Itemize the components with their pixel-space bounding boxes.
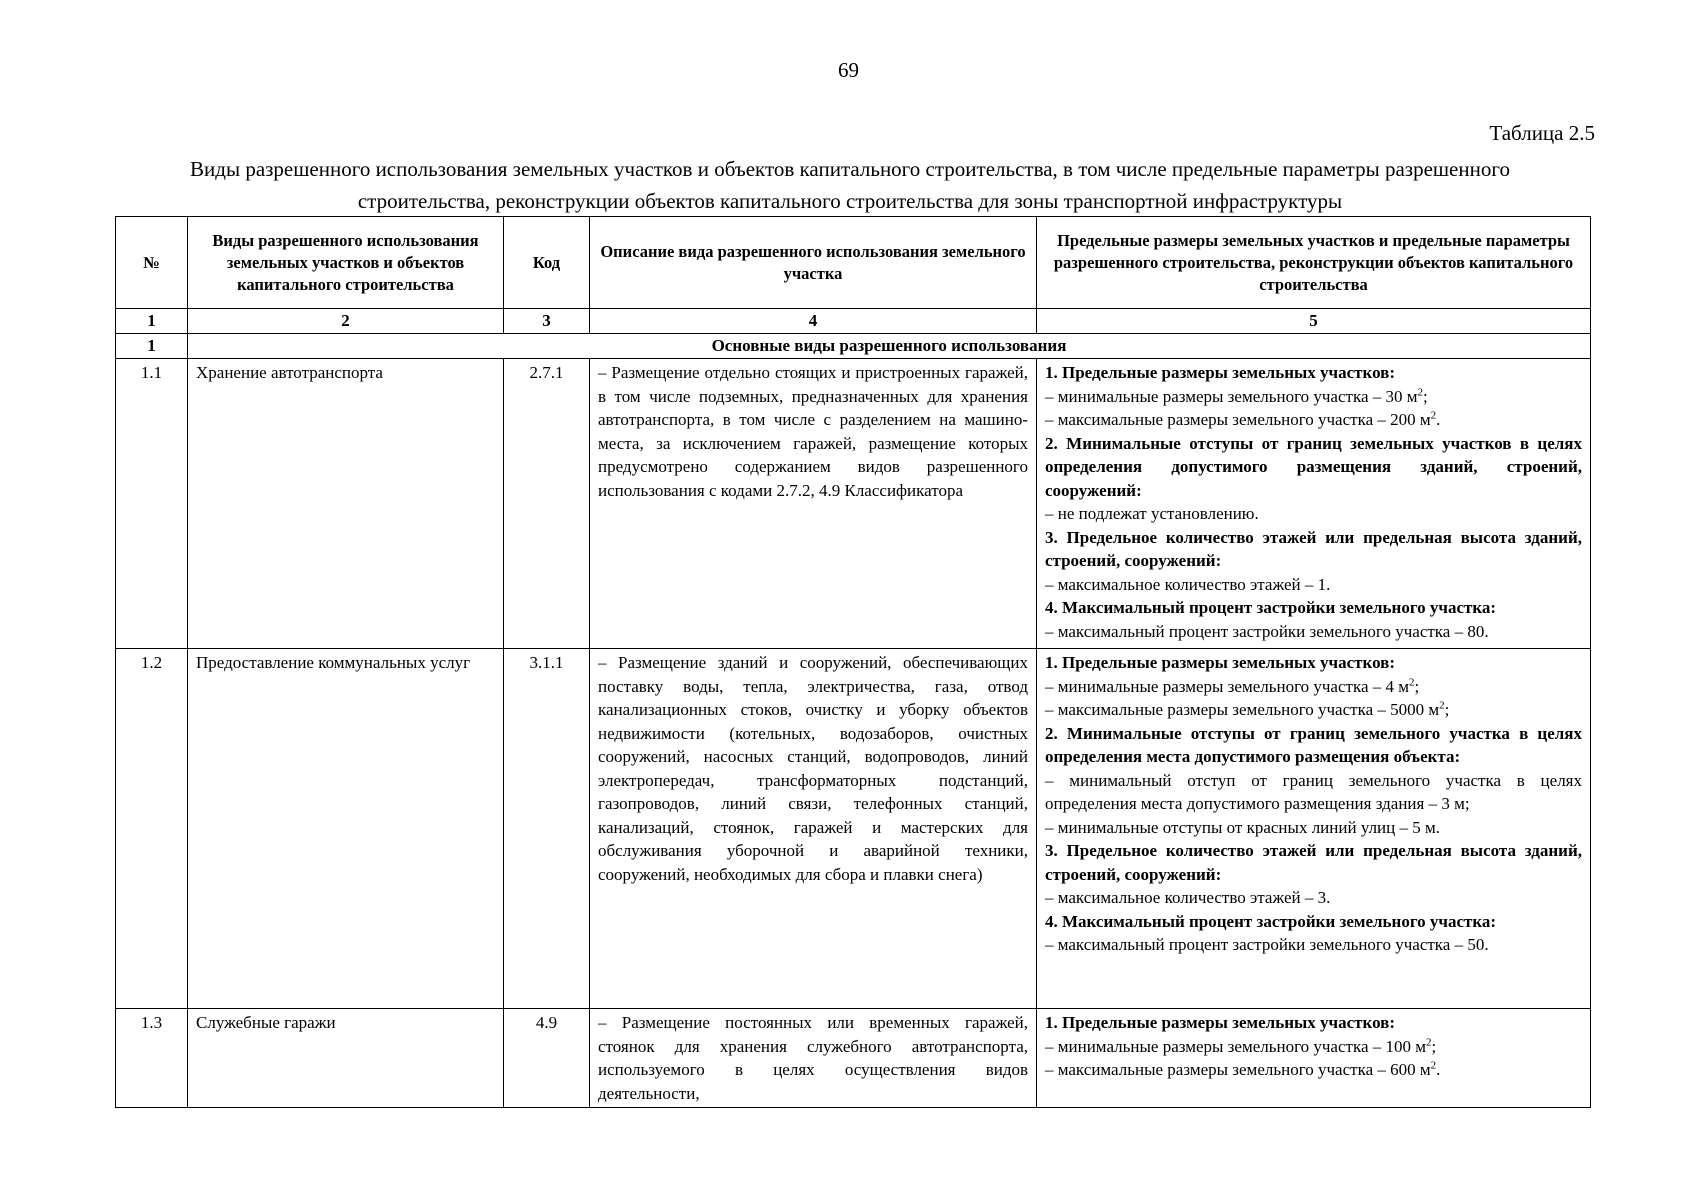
page-number: 69 — [838, 58, 859, 82]
row-description: – Размещение постоянных или временных гаражей, стоянок для хранения служебного автотранспорта, используемого в целях осуществления видов деятельности, — [590, 1009, 1037, 1108]
param-line: – максимальный процент застройки земельного участка – 80. — [1045, 621, 1489, 641]
header-code: Код — [504, 217, 590, 309]
zoning-table — [115, 216, 1591, 1108]
row-number: 1.2 — [116, 649, 188, 1009]
param-line: – минимальный отступ от границ земельного участка в целях определения места допустимого размещения здания – 3 м; — [1045, 770, 1582, 813]
param-line: 2. Минимальные отступы от границ земельного участка в целях определения места допустимого размещения объекта: — [1045, 723, 1582, 766]
row-description: – Размещение отдельно стоящих и пристроенных гаражей, в том числе подземных, предназначенных для хранения автотранспорта, в том числе с разделением на машино-места, за исключением гаражей, размещение которых предусмотрено содержанием видов разрешенного использования с кодами 2.7.2, 4.9 Классификатора — [590, 359, 1037, 649]
param-line: – максимальные размеры земельного участка – 5000 $м^2$; — [1045, 699, 1450, 719]
param-line: – максимальный процент застройки земельного участка – 50. — [1045, 935, 1489, 954]
section-title: Основные виды разрешенного использования — [188, 334, 1591, 359]
column-number-row — [116, 309, 1591, 334]
column-number: 3 — [504, 309, 590, 334]
param-line: 4. Максимальный процент застройки земельного участка: — [1045, 911, 1497, 931]
row-usage-name: Хранение автотранспорта — [188, 359, 504, 649]
row-parameters — [1037, 1009, 1591, 1108]
header-parameters: Предельные размеры земельных участков и предельные параметры разрешенного строительства, реконструкции объектов капитального строительства — [1037, 217, 1591, 309]
row-description: – Размещение зданий и сооружений, обеспечивающих поставку воды, тепла, электричества, газа, отвод канализационных стоков, очистку и уборку объектов недвижимости (котельных, водозаборов, очистных сооружений, насосных станций, водопроводов, линий электропередач, трансформаторных подстанций, газопроводов, линий связи, телефонных станций, канализаций, стоянок, гаражей и мастерских для обслуживания уборочной и аварийной техники, сооружений, необходимых для сбора и плавки снега) — [590, 649, 1037, 1009]
section-row — [116, 334, 1591, 359]
row-usage-name: Служебные гаражи — [188, 1009, 504, 1108]
param-line: 3. Предельное количество этажей или предельная высота зданий, строений, сооружений: — [1045, 841, 1582, 884]
param-line: – не подлежат установлению. — [1045, 504, 1259, 523]
param-line: – минимальные размеры земельного участка – 30 $м^2$; — [1045, 385, 1428, 406]
param-line: 1. Предельные размеры земельных участков: — [1045, 363, 1396, 382]
param-line: 2. Минимальные отступы от границ земельных участков в целях определения допустимого размещения зданий, строений, сооружений: — [1045, 433, 1582, 500]
table-header-row — [116, 217, 1591, 309]
table-row — [116, 359, 1591, 649]
param-line: 1. Предельные размеры земельных участков: — [1045, 653, 1396, 672]
row-code: 3.1.1 — [504, 649, 590, 1009]
table-row — [116, 1009, 1591, 1108]
param-line: – максимальные размеры земельного участка – 200 $м^2$. — [1045, 409, 1441, 429]
column-number: 1 — [116, 309, 188, 334]
row-code: 4.9 — [504, 1009, 590, 1108]
table-title: Виды разрешенного использования земельных участков и объектов капитального строительства, в том числе предельные параметры разрешенного строительства, реконструкции объектов капитального строительства для зоны транспортной инфраструктуры — [190, 157, 1510, 213]
header-description: Описание вида разрешенного использования земельного участка — [590, 217, 1037, 309]
param-line: – максимальные размеры земельного участка – 600 $м^2$. — [1045, 1059, 1441, 1079]
row-parameters — [1037, 359, 1591, 649]
column-number: 2 — [188, 309, 504, 334]
table-label: Таблица 2.5 — [1489, 121, 1595, 145]
param-line: – минимальные размеры земельного участка – 4 $м^2$; — [1045, 675, 1420, 696]
param-line: 4. Максимальный процент застройки земельного участка: — [1045, 598, 1497, 617]
column-number: 4 — [590, 309, 1037, 334]
row-parameters — [1037, 649, 1591, 1009]
column-number: 5 — [1037, 309, 1591, 334]
header-usage-type: Виды разрешенного использования земельных участков и объектов капитального строительства — [188, 217, 504, 309]
param-line: – минимальные отступы от красных линий улиц – 5 м. — [1045, 817, 1441, 837]
param-line: 3. Предельное количество этажей или предельная высота зданий, строений, сооружений: — [1045, 527, 1582, 570]
param-line: 1. Предельные размеры земельных участков: — [1045, 1013, 1396, 1032]
row-usage-name: Предоставление коммунальных услуг — [188, 649, 504, 1009]
param-line: – максимальное количество этажей – 1. — [1045, 574, 1331, 594]
section-number: 1 — [116, 334, 188, 359]
param-line: – максимальное количество этажей – 3. — [1045, 888, 1331, 907]
header-number: № — [116, 217, 188, 309]
row-number: 1.1 — [116, 359, 188, 649]
param-line: – минимальные размеры земельного участка – 100 $м^2$; — [1045, 1035, 1437, 1056]
row-code: 2.7.1 — [504, 359, 590, 649]
table-row — [116, 649, 1591, 1009]
row-number: 1.3 — [116, 1009, 188, 1108]
